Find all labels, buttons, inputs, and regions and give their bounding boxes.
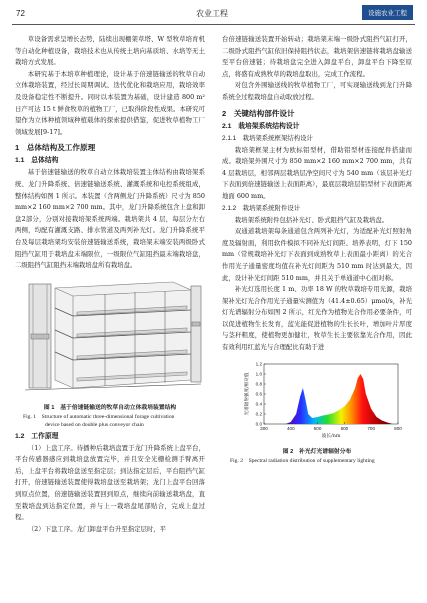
y-tick-label: 1.2 bbox=[255, 361, 262, 367]
section-2-1-heading: 2.1 栽培架系统结构设计 bbox=[222, 122, 300, 130]
section-1-heading: 1 总体结构及工作原理 bbox=[15, 143, 96, 153]
section-2-heading: 2 关键结构部件设计 bbox=[222, 108, 295, 118]
figure-2-caption-en: Fig. 2 Spectral radiation distribution of supplementary lighting bbox=[230, 457, 375, 464]
x-tick-label: 300 bbox=[260, 425, 268, 431]
intro-paragraph-1: 草设备需求呈增长态势，陆续出现棚架草塔、W 型牧草培育机等自动化种植设备，栽培技术也从传统土培向基质培、水培等无土栽培方式发展。 bbox=[15, 35, 205, 67]
x-tick-label: 600 bbox=[340, 425, 349, 431]
cultivation-device-illustration bbox=[15, 276, 205, 400]
x-tick-label: 700 bbox=[367, 425, 376, 431]
page-header bbox=[0, 0, 427, 28]
x-tick-label: 400 bbox=[286, 425, 295, 431]
figure-2 bbox=[222, 358, 412, 465]
y-tick-label: 1.0 bbox=[255, 371, 262, 377]
section-1-2-heading: 1.2 工作原理 bbox=[15, 432, 59, 440]
page-number: 72 bbox=[16, 9, 25, 18]
y-axis-label: 光谱辐射强度/相对值 bbox=[245, 372, 250, 416]
x-axis-label: 波长/nm bbox=[321, 433, 341, 439]
header-rule bbox=[12, 24, 415, 25]
figure-1-caption-en-line1: Fig. 1 Structure of automatic three-dimensional forage cultivation bbox=[23, 413, 175, 420]
left-column bbox=[15, 34, 205, 535]
section-1-2-paragraph-1: （1）上盘工序。待播种后栽培盘置于龙门升降系统上盘平台，平台传感器感应到栽培盘放置完毕，并且安全光栅检测手臂离开后，上盘平台将栽培盘送至指定层；到达指定层后，平台阻挡气缸打开，倍速链输送装置使得栽培盘送至栽培架；龙门上盘平台回落到原点位置，倍速链输送装置回到原点，继续向前输送栽培盘，直至栽培盘到达指定位置，并与上一栽培盘尾部贴合，完成上盘过程。 bbox=[15, 443, 205, 522]
figure-1-caption-en-line2: device based on double plus conveyor chain bbox=[45, 421, 144, 428]
spectrum-chart bbox=[222, 358, 412, 444]
journal-title: 农业工程 bbox=[196, 9, 228, 18]
figure-1 bbox=[15, 276, 205, 429]
x-tick-label: 800 bbox=[394, 425, 402, 431]
section-1-1-heading: 1.1 总体结构 bbox=[15, 157, 59, 165]
y-tick-label: 0.8 bbox=[255, 381, 262, 387]
y-tick-label: 0.4 bbox=[255, 401, 262, 407]
y-tick-label: 0.0 bbox=[255, 421, 262, 427]
continued-paragraph-2: 对包含外围输送线的牧草植物工厂，可实现输送线到龙门升降系统全过程栽培盘自动取放过程。 bbox=[222, 81, 412, 101]
right-column bbox=[222, 34, 412, 467]
section-2-1-2-heading: 2.1.2 栽培架系统附件设计 bbox=[222, 204, 301, 212]
section-2-1-1-text: 栽培架框架主材为欧标铝型材，借助铝型材连接配件搭建而成。栽培架外围尺寸为 850 mm×2 160 mm×2 700 mm，共有 4 层栽培层，相邻两层栽培层净空间尺寸为 540 mm（该层补光灯下表面到倍速链输送上表面距离），最底层栽培层铝型材下表面距离地面 600 mm。 bbox=[222, 145, 412, 200]
intro-paragraph-2: 本研究基于本培草种植理论，设计基于倍速链输送的牧草自动立体栽培装置，经过长周期调试、迭代优化和栽培应用，栽培效率及设备稳定性不断提升。同时以本装置为基础，设计建造 800 m² 日产可达 15 t 鲜食牧草的植物工厂，已取得阶段性成果。本研究可望作为立体种植领域种植载体的探索提供借鉴，促进牧草植物工厂领域发展[9-17]。 bbox=[15, 69, 205, 136]
section-2-1-2-text: 栽培架系统附件包括补光灯、卧式阻挡气缸及栽培盘。 bbox=[234, 215, 389, 224]
y-tick-label: 0.6 bbox=[255, 391, 262, 397]
figure-1-caption-cn: 图 1 基于倍速链输送的牧草自动立体栽培装置结构 bbox=[43, 405, 177, 412]
figure-2-caption-cn: 图 2 补光灯光谱辐射分布 bbox=[282, 449, 352, 456]
continued-paragraph: 台倍速链输送装置开始转动；栽培架末端一级卧式阻挡气缸打开，二级卧式阻挡气缸依旧保持阻挡状态，栽培架倍速链将栽培盘输送至平台倍速链；待栽培盘完全进入卸盘平台，卸盘平台下降至原点，将盛有成熟牧草的栽培盘取出，完成工作流程。 bbox=[222, 35, 412, 78]
section-1-2-paragraph-2: （2）下盘工序。龙门卸盘平台升至指定层时，平 bbox=[27, 524, 167, 533]
section-2-1-2-paragraph-3: 补光灯选用长度 1 m、功率 18 W 的牧草栽培专用光源，栽培架补光灯光合作用光子通量实测值为（41.4±0.65）μmol/s，补光灯光谱辐射分布如图 2 所示，红光作为植物光合作用必要条件，可以促进植物生长发育，蓝光能促进植物的生长长叶，增加叶片厚度与茎秆粗度，使植物更加健壮，牧草生长主要依靠光合作用，因此有效利用红蓝光与合理配比有助于进 bbox=[222, 285, 412, 352]
section-badge: 设施农业工程 bbox=[362, 5, 413, 20]
section-2-1-1-heading: 2.1.1 栽培架系统框架结构设计 bbox=[222, 134, 313, 142]
x-tick-label: 500 bbox=[313, 425, 322, 431]
spectrum-area bbox=[285, 374, 392, 424]
section-1-1-text: 基于倍速链输送的牧草自动立体栽培装置主体结构由栽培架系统、龙门升降系统、倍速链输送系统、灌溉系统和电控系统组成，整体结构如图 1 所示。本装置（含两侧龙门升降系统）尺寸为 850 mm×2 160 mm×2 700 mm。其中，龙门升降系统包含上盘和卸盘2部分，分别对接栽培架系统两端。栽培架共 4 层，每层分左右两侧，均配有灌溉支路、排水管道及两列补光灯。龙门升降系统平台及每层栽培架均安装倍速链输送系统，栽培架末端安装两级卧式阻挡气缸用于栽培盘末端限位，一级限位气缸阻挡最末端栽培盘，二级阻挡气缸阻挡末端栽培盘所有栽培盘。 bbox=[15, 168, 205, 270]
y-tick-label: 0.2 bbox=[255, 411, 262, 417]
section-2-1-2-paragraph-2: 双通道栽培架每条通道包含两列补光灯，为适配补光灯照射角度及辐射面，利用软件模拟不同补光灯间距、培养表明，灯下 150 mm（常规栽培补光灯下表面到成熟牧草上表面最小距离）的光合作用光子通量密度均值在补光灯间距为 510 mm 时达到最大，因此，设计补光灯间距 510 mm，并且关于单通道中心面对称。 bbox=[222, 227, 412, 282]
